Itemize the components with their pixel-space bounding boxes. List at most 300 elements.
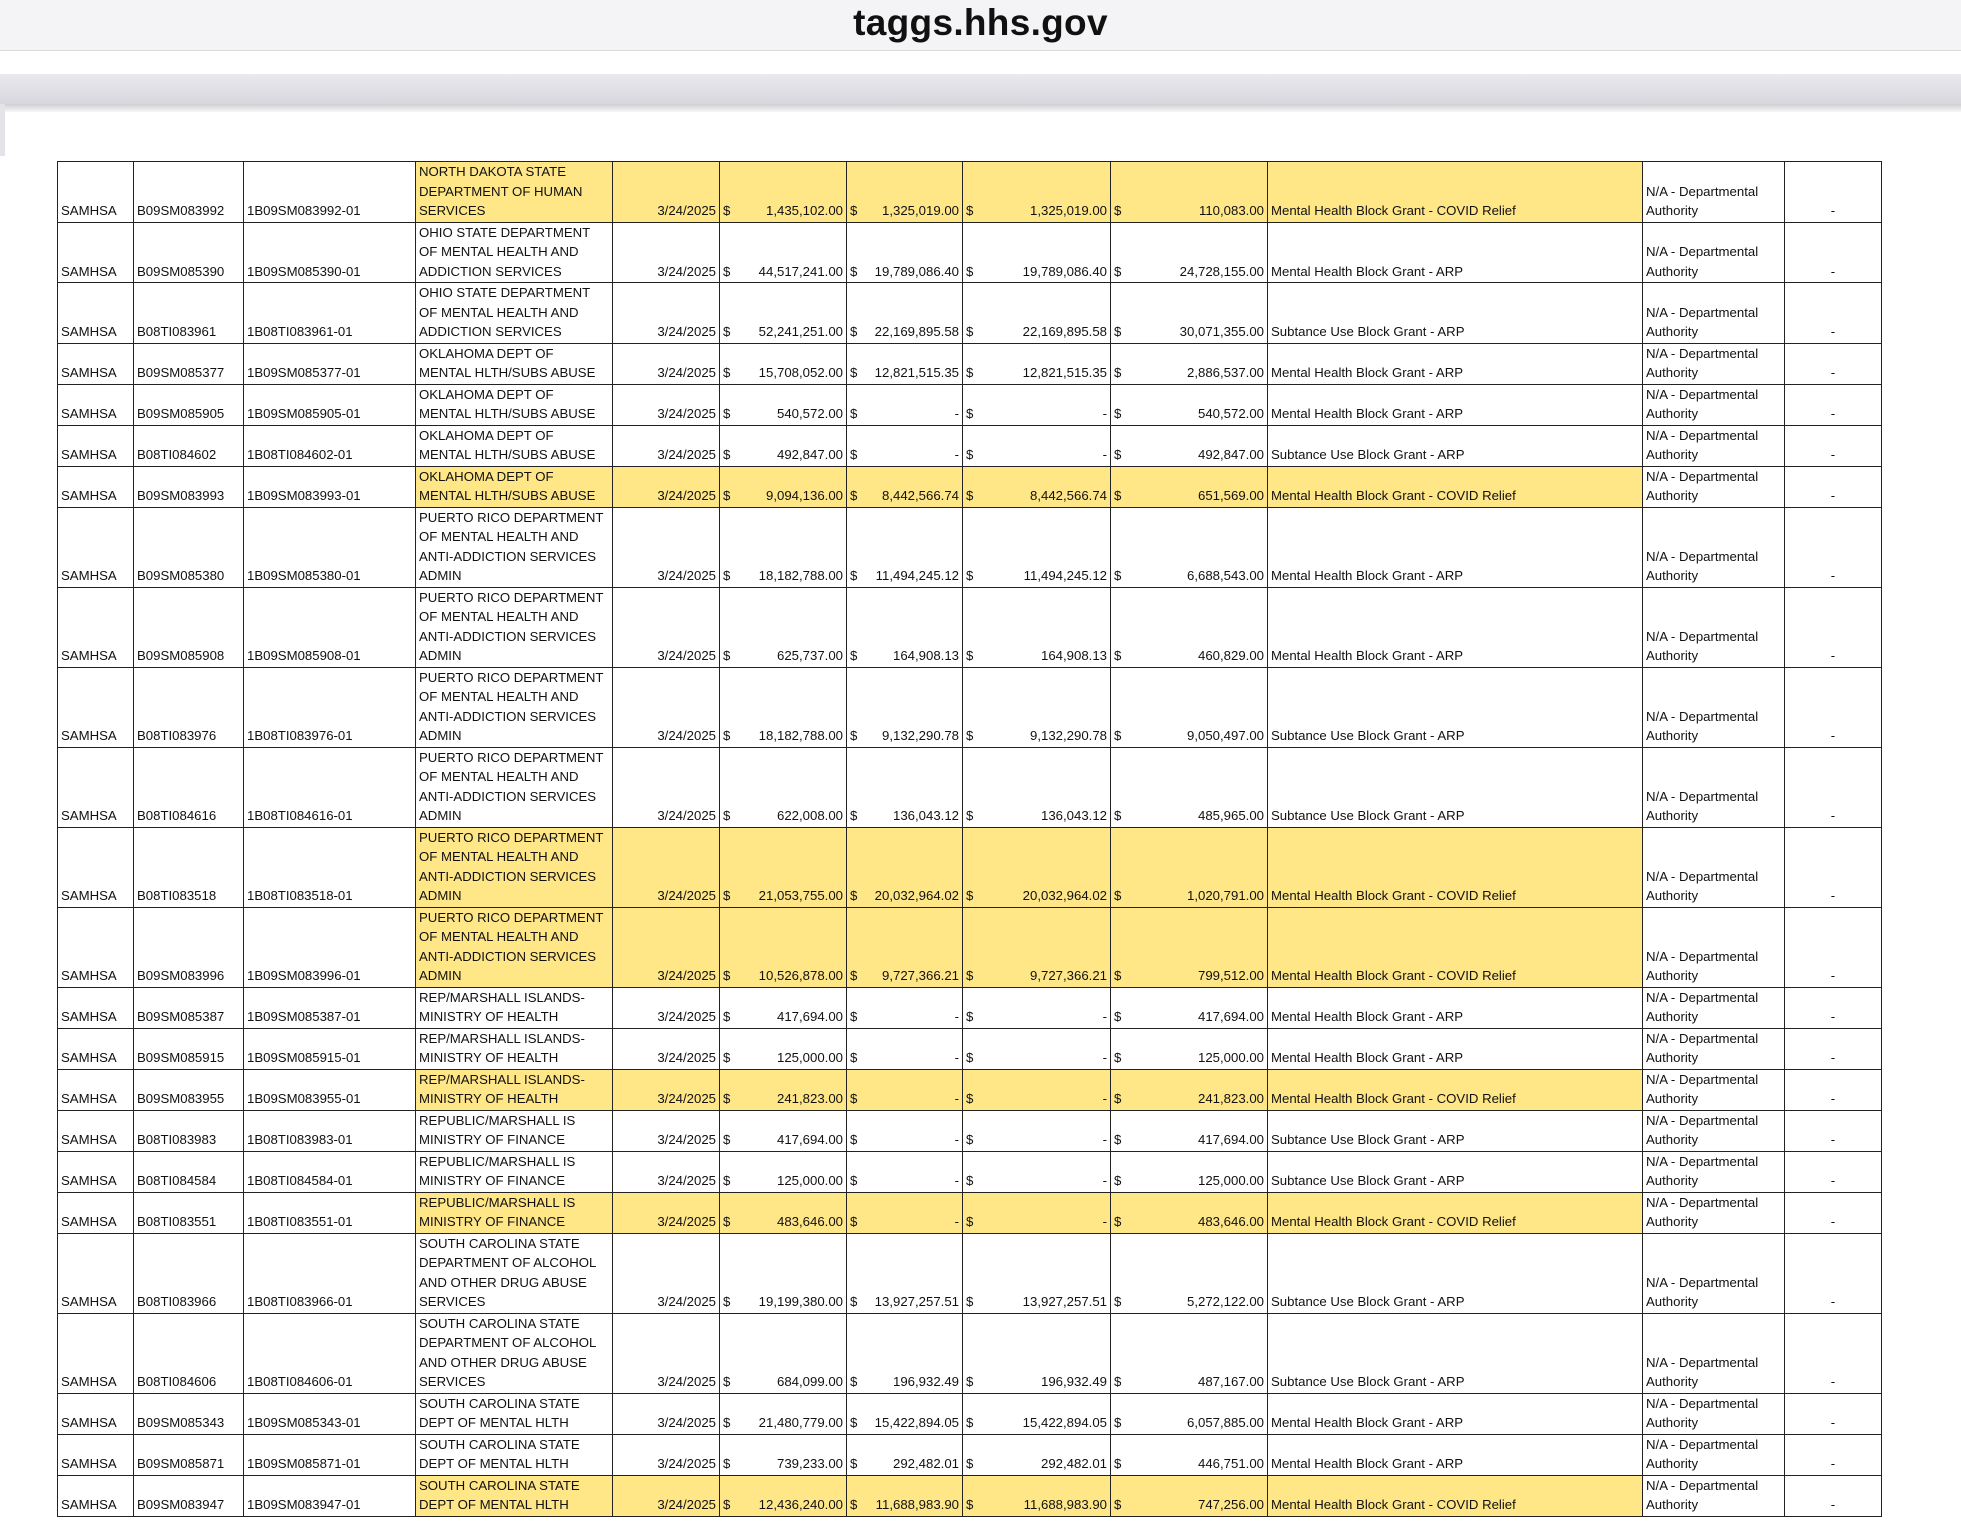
dollar-sign: $: [723, 1294, 731, 1309]
action-date-cell: 3/24/2025: [613, 1028, 720, 1069]
authority-cell: N/A - Departmental Authority: [1643, 1475, 1785, 1516]
obligated-amount-cell: [847, 747, 963, 827]
outlay-amount-cell-value: 13,927,257.51: [1022, 1294, 1107, 1309]
award-amount-cell: [720, 1028, 847, 1069]
table-row: [58, 222, 1882, 283]
award-amount-cell: [720, 1475, 847, 1516]
terminated-amount-cell: [1111, 283, 1268, 344]
browser-address-bar[interactable]: [0, 0, 1961, 51]
outlay-amount-cell: [963, 1069, 1111, 1110]
program-cell: Subtance Use Block Grant - ARP: [1268, 747, 1643, 827]
dollar-sign: $: [966, 1091, 974, 1106]
obligated-amount-cell: [847, 507, 963, 587]
action-date-cell: 3/24/2025: [613, 747, 720, 827]
dollar-sign: $: [966, 1009, 974, 1024]
terminated-amount-cell: [1111, 747, 1268, 827]
obligated-amount-cell-value: 11,688,983.90: [875, 1497, 959, 1512]
recipient-cell: SOUTH CAROLINA STATE DEPARTMENT OF ALCOHOL AND OTHER DRUG ABUSE SERVICES: [416, 1233, 613, 1313]
table-row: [58, 1393, 1882, 1434]
authority-cell: N/A - Departmental Authority: [1643, 507, 1785, 587]
status-cell: -: [1785, 384, 1882, 425]
award-amount-cell-value: 19,199,380.00: [758, 1294, 843, 1309]
obligated-amount-cell: [847, 987, 963, 1028]
outlay-amount-cell: [963, 283, 1111, 344]
dollar-sign: $: [850, 808, 858, 823]
obligated-amount-cell-value: 20,032,964.02: [874, 888, 959, 903]
obligated-amount-cell: [847, 1393, 963, 1434]
obligated-amount-cell: [847, 1434, 963, 1475]
status-cell: -: [1785, 1233, 1882, 1313]
agency-cell: SAMHSA: [58, 587, 134, 667]
table-row: [58, 907, 1882, 987]
award-amount-cell-value: 125,000.00: [776, 1050, 843, 1065]
authority-cell: N/A - Departmental Authority: [1643, 425, 1785, 466]
award-amount-cell-value: 125,000.00: [776, 1173, 843, 1188]
dollar-sign: $: [966, 447, 974, 462]
authority-cell: N/A - Departmental Authority: [1643, 1069, 1785, 1110]
status-cell: -: [1785, 1110, 1882, 1151]
table-row: [58, 667, 1882, 747]
site-domain: taggs.hhs.gov: [853, 2, 1108, 43]
action-number-cell: 1B08TI083976-01: [244, 667, 416, 747]
terminated-amount-cell: [1111, 507, 1268, 587]
dollar-sign: $: [850, 888, 858, 903]
terminated-amount-cell-value: 9,050,497.00: [1186, 728, 1264, 743]
outlay-amount-cell: [963, 162, 1111, 223]
outlay-amount-cell: [963, 507, 1111, 587]
document-left-edge: [0, 104, 5, 156]
outlay-amount-cell: [963, 1434, 1111, 1475]
agency-cell: SAMHSA: [58, 425, 134, 466]
terminated-amount-cell: [1111, 343, 1268, 384]
dollar-sign: $: [723, 1009, 731, 1024]
obligated-amount-cell-value: 196,932.49: [892, 1374, 959, 1389]
terminated-amount-cell: [1111, 162, 1268, 223]
authority-cell: N/A - Departmental Authority: [1643, 343, 1785, 384]
action-number-cell: 1B09SM085377-01: [244, 343, 416, 384]
obligated-amount-cell: [847, 343, 963, 384]
award-number-cell: B08TI083976: [134, 667, 244, 747]
dollar-sign: $: [850, 324, 858, 339]
authority-cell: N/A - Departmental Authority: [1643, 466, 1785, 507]
award-amount-cell-value: 18,182,788.00: [758, 568, 843, 583]
action-date-cell: 3/24/2025: [613, 162, 720, 223]
dollar-sign: $: [1114, 1497, 1122, 1512]
terminated-amount-cell: [1111, 425, 1268, 466]
table-row: [58, 1151, 1882, 1192]
outlay-amount-cell: [963, 384, 1111, 425]
agency-cell: SAMHSA: [58, 1192, 134, 1233]
dollar-sign: $: [723, 324, 731, 339]
agency-cell: SAMHSA: [58, 343, 134, 384]
terminated-amount-cell: [1111, 1110, 1268, 1151]
terminated-amount-cell-value: 110,083.00: [1198, 203, 1264, 218]
program-cell: Mental Health Block Grant - ARP: [1268, 987, 1643, 1028]
action-date-cell: 3/24/2025: [613, 283, 720, 344]
action-number-cell: 1B08TI083983-01: [244, 1110, 416, 1151]
program-cell: Mental Health Block Grant - COVID Relief: [1268, 827, 1643, 907]
outlay-amount-cell-value: 164,908.13: [1040, 648, 1107, 663]
dollar-sign: $: [966, 1214, 974, 1229]
authority-cell: N/A - Departmental Authority: [1643, 1028, 1785, 1069]
obligated-amount-cell-value: -: [954, 1173, 959, 1188]
terminated-amount-cell-value: 2,886,537.00: [1186, 365, 1264, 380]
action-date-cell: 3/24/2025: [613, 907, 720, 987]
dollar-sign: $: [723, 203, 731, 218]
dollar-sign: $: [723, 648, 731, 663]
recipient-cell: PUERTO RICO DEPARTMENT OF MENTAL HEALTH AND ANTI-ADDICTION SERVICES ADMIN: [416, 667, 613, 747]
dollar-sign: $: [966, 808, 974, 823]
dollar-sign: $: [723, 1173, 731, 1188]
dollar-sign: $: [723, 1132, 731, 1147]
action-number-cell: 1B08TI083961-01: [244, 283, 416, 344]
authority-cell: N/A - Departmental Authority: [1643, 283, 1785, 344]
outlay-amount-cell-value: 9,727,366.21: [1029, 968, 1107, 983]
dollar-sign: $: [966, 568, 974, 583]
award-amount-cell: [720, 1233, 847, 1313]
terminated-amount-cell-value: 125,000.00: [1197, 1173, 1264, 1188]
dollar-sign: $: [1114, 1214, 1122, 1229]
award-amount-cell: [720, 987, 847, 1028]
obligated-amount-cell-value: 12,821,515.35: [874, 365, 959, 380]
dollar-sign: $: [850, 1050, 858, 1065]
obligated-amount-cell-value: 1,325,019.00: [881, 203, 959, 218]
outlay-amount-cell: [963, 1192, 1111, 1233]
dollar-sign: $: [966, 648, 974, 663]
obligated-amount-cell: [847, 907, 963, 987]
award-number-cell: B09SM085871: [134, 1434, 244, 1475]
agency-cell: SAMHSA: [58, 162, 134, 223]
dollar-sign: $: [850, 648, 858, 663]
dollar-sign: $: [966, 1050, 974, 1065]
action-number-cell: 1B08TI084606-01: [244, 1313, 416, 1393]
action-number-cell: 1B09SM083996-01: [244, 907, 416, 987]
obligated-amount-cell: [847, 384, 963, 425]
terminated-amount-cell-value: 492,847.00: [1197, 447, 1264, 462]
recipient-cell: REPUBLIC/MARSHALL IS MINISTRY OF FINANCE: [416, 1110, 613, 1151]
action-date-cell: 3/24/2025: [613, 987, 720, 1028]
action-date-cell: 3/24/2025: [613, 343, 720, 384]
recipient-cell: REP/MARSHALL ISLANDS-MINISTRY OF HEALTH: [416, 1069, 613, 1110]
recipient-cell: PUERTO RICO DEPARTMENT OF MENTAL HEALTH AND ANTI-ADDICTION SERVICES ADMIN: [416, 587, 613, 667]
action-date-cell: 3/24/2025: [613, 667, 720, 747]
recipient-cell: PUERTO RICO DEPARTMENT OF MENTAL HEALTH AND ANTI-ADDICTION SERVICES ADMIN: [416, 827, 613, 907]
action-number-cell: 1B09SM085390-01: [244, 222, 416, 283]
action-date-cell: 3/24/2025: [613, 827, 720, 907]
outlay-amount-cell: [963, 222, 1111, 283]
status-cell: -: [1785, 827, 1882, 907]
dollar-sign: $: [1114, 968, 1122, 983]
terminated-amount-cell-value: 417,694.00: [1197, 1009, 1264, 1024]
outlay-amount-cell: [963, 587, 1111, 667]
award-number-cell: B09SM085908: [134, 587, 244, 667]
document-edge: [0, 104, 1961, 112]
action-date-cell: 3/24/2025: [613, 425, 720, 466]
action-number-cell: 1B08TI083518-01: [244, 827, 416, 907]
status-cell: -: [1785, 222, 1882, 283]
award-number-cell: B08TI084616: [134, 747, 244, 827]
outlay-amount-cell: [963, 667, 1111, 747]
dollar-sign: $: [1114, 1374, 1122, 1389]
terminated-amount-cell-value: 483,646.00: [1197, 1214, 1264, 1229]
agency-cell: SAMHSA: [58, 1233, 134, 1313]
dollar-sign: $: [723, 406, 731, 421]
dollar-sign: $: [966, 1415, 974, 1430]
program-cell: Subtance Use Block Grant - ARP: [1268, 1313, 1643, 1393]
status-cell: -: [1785, 1475, 1882, 1516]
program-cell: Subtance Use Block Grant - ARP: [1268, 667, 1643, 747]
dollar-sign: $: [1114, 263, 1122, 279]
outlay-amount-cell: [963, 1475, 1111, 1516]
terminated-amount-cell-value: 30,071,355.00: [1179, 324, 1264, 339]
outlay-amount-cell-value: -: [1102, 406, 1107, 421]
terminated-amount-cell: [1111, 667, 1268, 747]
outlay-amount-cell-value: 15,422,894.05: [1022, 1415, 1107, 1430]
table-row: [58, 1313, 1882, 1393]
agency-cell: SAMHSA: [58, 1475, 134, 1516]
award-number-cell: B08TI083551: [134, 1192, 244, 1233]
award-amount-cell: [720, 1434, 847, 1475]
action-number-cell: 1B09SM083955-01: [244, 1069, 416, 1110]
agency-cell: SAMHSA: [58, 1151, 134, 1192]
recipient-cell: PUERTO RICO DEPARTMENT OF MENTAL HEALTH AND ANTI-ADDICTION SERVICES ADMIN: [416, 907, 613, 987]
award-amount-cell-value: 21,480,779.00: [758, 1415, 843, 1430]
program-cell: Mental Health Block Grant - ARP: [1268, 587, 1643, 667]
action-date-cell: 3/24/2025: [613, 384, 720, 425]
status-cell: -: [1785, 466, 1882, 507]
terminated-amount-cell: [1111, 587, 1268, 667]
dollar-sign: $: [723, 1091, 731, 1106]
action-number-cell: 1B09SM083992-01: [244, 162, 416, 223]
dollar-sign: $: [1114, 1050, 1122, 1065]
award-amount-cell-value: 1,435,102.00: [765, 203, 843, 218]
dollar-sign: $: [850, 1009, 858, 1024]
action-number-cell: 1B08TI083551-01: [244, 1192, 416, 1233]
dollar-sign: $: [850, 406, 858, 421]
action-date-cell: 3/24/2025: [613, 1233, 720, 1313]
status-cell: -: [1785, 1151, 1882, 1192]
outlay-amount-cell-value: 11,688,983.90: [1023, 1497, 1107, 1512]
recipient-cell: SOUTH CAROLINA STATE DEPT OF MENTAL HLTH: [416, 1393, 613, 1434]
recipient-cell: REP/MARSHALL ISLANDS-MINISTRY OF HEALTH: [416, 1028, 613, 1069]
recipient-cell: SOUTH CAROLINA STATE DEPT OF MENTAL HLTH: [416, 1434, 613, 1475]
terminated-amount-cell-value: 460,829.00: [1197, 648, 1264, 663]
terminated-amount-cell: [1111, 222, 1268, 283]
outlay-amount-cell-value: 136,043.12: [1040, 808, 1107, 823]
outlay-amount-cell: [963, 466, 1111, 507]
dollar-sign: $: [723, 488, 731, 503]
obligated-amount-cell-value: -: [954, 1214, 959, 1229]
dollar-sign: $: [1114, 1132, 1122, 1147]
obligated-amount-cell-value: 9,727,366.21: [881, 968, 959, 983]
award-amount-cell: [720, 1313, 847, 1393]
dollar-sign: $: [966, 1497, 974, 1512]
award-amount-cell-value: 15,708,052.00: [758, 365, 843, 380]
award-amount-cell: [720, 827, 847, 907]
terminated-amount-cell-value: 241,823.00: [1197, 1091, 1264, 1106]
program-cell: Subtance Use Block Grant - ARP: [1268, 1110, 1643, 1151]
program-cell: Mental Health Block Grant - ARP: [1268, 1028, 1643, 1069]
action-number-cell: 1B09SM085915-01: [244, 1028, 416, 1069]
action-number-cell: 1B08TI084616-01: [244, 747, 416, 827]
outlay-amount-cell-value: -: [1102, 1132, 1107, 1147]
status-cell: -: [1785, 987, 1882, 1028]
award-amount-cell-value: 625,737.00: [776, 648, 843, 663]
recipient-cell: SOUTH CAROLINA STATE DEPT OF MENTAL HLTH: [416, 1475, 613, 1516]
obligated-amount-cell-value: 9,132,290.78: [881, 728, 959, 743]
outlay-amount-cell: [963, 827, 1111, 907]
award-amount-cell: [720, 425, 847, 466]
agency-cell: SAMHSA: [58, 466, 134, 507]
recipient-cell: OKLAHOMA DEPT OF MENTAL HLTH/SUBS ABUSE: [416, 384, 613, 425]
obligated-amount-cell-value: 22,169,895.58: [874, 324, 959, 339]
obligated-amount-cell: [847, 1028, 963, 1069]
terminated-amount-cell: [1111, 384, 1268, 425]
award-amount-cell-value: 540,572.00: [776, 406, 843, 421]
table-row: [58, 747, 1882, 827]
terminated-amount-cell: [1111, 1192, 1268, 1233]
dollar-sign: $: [966, 365, 974, 380]
terminated-amount-cell: [1111, 987, 1268, 1028]
obligated-amount-cell: [847, 1475, 963, 1516]
terminated-amount-cell: [1111, 1434, 1268, 1475]
authority-cell: N/A - Departmental Authority: [1643, 747, 1785, 827]
program-cell: Mental Health Block Grant - COVID Relief: [1268, 1192, 1643, 1233]
dollar-sign: $: [966, 263, 974, 279]
award-amount-cell-value: 684,099.00: [776, 1374, 843, 1389]
action-date-cell: 3/24/2025: [613, 466, 720, 507]
recipient-cell: PUERTO RICO DEPARTMENT OF MENTAL HEALTH AND ANTI-ADDICTION SERVICES ADMIN: [416, 747, 613, 827]
award-number-cell: B09SM085380: [134, 507, 244, 587]
table-row: [58, 162, 1882, 223]
outlay-amount-cell-value: 8,442,566.74: [1029, 488, 1107, 503]
award-amount-cell: [720, 667, 847, 747]
terminated-amount-cell-value: 446,751.00: [1197, 1456, 1264, 1471]
program-cell: Mental Health Block Grant - COVID Relief: [1268, 162, 1643, 223]
award-amount-cell-value: 622,008.00: [776, 808, 843, 823]
award-amount-cell-value: 241,823.00: [776, 1091, 843, 1106]
agency-cell: SAMHSA: [58, 1434, 134, 1475]
dollar-sign: $: [1114, 447, 1122, 462]
terminated-amount-cell-value: 125,000.00: [1197, 1050, 1264, 1065]
outlay-amount-cell-value: 9,132,290.78: [1029, 728, 1107, 743]
dollar-sign: $: [723, 968, 731, 983]
dollar-sign: $: [723, 1456, 731, 1471]
outlay-amount-cell-value: 11,494,245.12: [1023, 568, 1107, 583]
dollar-sign: $: [1114, 365, 1122, 380]
status-cell: -: [1785, 507, 1882, 587]
award-amount-cell: [720, 1110, 847, 1151]
outlay-amount-cell-value: 292,482.01: [1040, 1456, 1107, 1471]
dollar-sign: $: [966, 968, 974, 983]
authority-cell: N/A - Departmental Authority: [1643, 667, 1785, 747]
status-cell: -: [1785, 1069, 1882, 1110]
award-number-cell: B09SM085387: [134, 987, 244, 1028]
recipient-cell: OKLAHOMA DEPT OF MENTAL HLTH/SUBS ABUSE: [416, 425, 613, 466]
award-amount-cell: [720, 222, 847, 283]
table-row: [58, 343, 1882, 384]
authority-cell: N/A - Departmental Authority: [1643, 384, 1785, 425]
terminated-amount-cell: [1111, 1151, 1268, 1192]
dollar-sign: $: [850, 1294, 858, 1309]
dollar-sign: $: [966, 888, 974, 903]
dollar-sign: $: [723, 263, 731, 279]
obligated-amount-cell-value: 11,494,245.12: [875, 568, 959, 583]
action-number-cell: 1B09SM085905-01: [244, 384, 416, 425]
obligated-amount-cell: [847, 466, 963, 507]
authority-cell: N/A - Departmental Authority: [1643, 1393, 1785, 1434]
dollar-sign: $: [966, 1374, 974, 1389]
action-number-cell: 1B08TI084584-01: [244, 1151, 416, 1192]
outlay-amount-cell-value: -: [1102, 447, 1107, 462]
terminated-amount-cell: [1111, 907, 1268, 987]
dollar-sign: $: [850, 365, 858, 380]
outlay-amount-cell-value: -: [1102, 1214, 1107, 1229]
award-amount-cell: [720, 507, 847, 587]
action-number-cell: 1B09SM085380-01: [244, 507, 416, 587]
terminated-amount-cell-value: 651,569.00: [1197, 488, 1264, 503]
table-row: [58, 466, 1882, 507]
program-cell: Mental Health Block Grant - COVID Relief: [1268, 907, 1643, 987]
award-number-cell: B09SM083996: [134, 907, 244, 987]
status-cell: -: [1785, 283, 1882, 344]
award-amount-cell: [720, 1393, 847, 1434]
dollar-sign: $: [966, 203, 974, 218]
program-cell: Mental Health Block Grant - ARP: [1268, 1434, 1643, 1475]
award-amount-cell-value: 739,233.00: [776, 1456, 843, 1471]
agency-cell: SAMHSA: [58, 384, 134, 425]
terminated-amount-cell: [1111, 1313, 1268, 1393]
award-amount-cell-value: 10,526,878.00: [758, 968, 843, 983]
agency-cell: SAMHSA: [58, 667, 134, 747]
outlay-amount-cell: [963, 1151, 1111, 1192]
status-cell: -: [1785, 1313, 1882, 1393]
terminated-amount-cell-value: 6,057,885.00: [1186, 1415, 1264, 1430]
award-amount-cell-value: 417,694.00: [776, 1009, 843, 1024]
obligated-amount-cell-value: -: [954, 1050, 959, 1065]
dollar-sign: $: [966, 1132, 974, 1147]
award-amount-cell: [720, 466, 847, 507]
terminated-amount-cell-value: 5,272,122.00: [1186, 1294, 1264, 1309]
agency-cell: SAMHSA: [58, 1028, 134, 1069]
obligated-amount-cell: [847, 1110, 963, 1151]
award-amount-cell: [720, 747, 847, 827]
terminated-amount-cell-value: 485,965.00: [1197, 808, 1264, 823]
award-amount-cell: [720, 1151, 847, 1192]
dollar-sign: $: [850, 1173, 858, 1188]
outlay-amount-cell: [963, 1110, 1111, 1151]
dollar-sign: $: [850, 488, 858, 503]
dollar-sign: $: [723, 1415, 731, 1430]
program-cell: Mental Health Block Grant - ARP: [1268, 384, 1643, 425]
table-row: [58, 1434, 1882, 1475]
table-row: [58, 987, 1882, 1028]
dollar-sign: $: [850, 203, 858, 218]
authority-cell: N/A - Departmental Authority: [1643, 162, 1785, 223]
program-cell: Mental Health Block Grant - ARP: [1268, 507, 1643, 587]
action-date-cell: 3/24/2025: [613, 507, 720, 587]
status-cell: -: [1785, 1393, 1882, 1434]
obligated-amount-cell-value: -: [954, 1132, 959, 1147]
award-number-cell: B09SM085343: [134, 1393, 244, 1434]
dollar-sign: $: [966, 324, 974, 339]
outlay-amount-cell: [963, 1028, 1111, 1069]
dollar-sign: $: [723, 808, 731, 823]
authority-cell: N/A - Departmental Authority: [1643, 1434, 1785, 1475]
outlay-amount-cell-value: 196,932.49: [1040, 1374, 1107, 1389]
award-amount-cell: [720, 384, 847, 425]
dollar-sign: $: [1114, 1294, 1122, 1309]
